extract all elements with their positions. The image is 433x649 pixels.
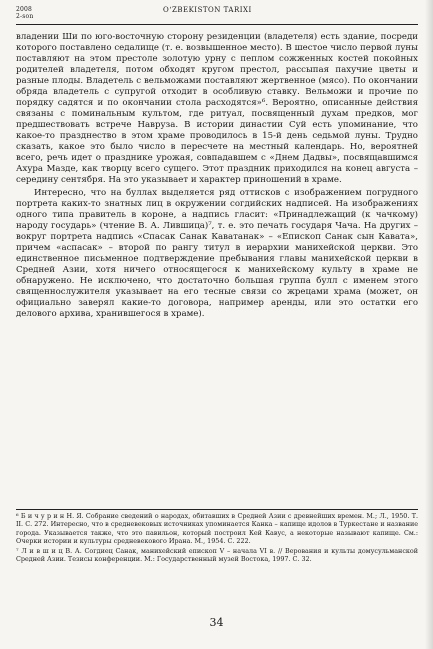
header-issue: 2-son xyxy=(16,13,34,20)
main-text xyxy=(16,32,418,320)
footnote-divider xyxy=(16,509,418,510)
footnotes xyxy=(16,512,418,564)
footnote-7: ⁷ Л и в ш и ц В. А. Согдиец Санак, манихейский епископ V – начала VI в. // Верования и культы домусульманской Средней Азии. Тезисы конференции. М.: Государственный музей Востока, 1997. С. 32. xyxy=(16,546,418,564)
footnote-6: ⁶ Б и ч у р и н Н. Я. Собрание сведений о народах, обитавших в Средней Азии с древнейших времен. М.; Л., 1950. Т. II. С. 272. Интересно, что в средневековых источниках упоминается Канка – капище идолов в Туркестане и название города. Указывается также, что это павильон, который построил Кей Кавус, а некоторые называют капище. См.: Очерки истории и культуры средневекового Ирана. М., 1954. С. 222. xyxy=(16,512,418,546)
running-header-journal: O‘ZBEKISTON TARIXI xyxy=(163,6,252,14)
scan-edge-shadow xyxy=(425,0,433,649)
header-year: 2008 xyxy=(16,6,33,13)
page-number: 34 xyxy=(209,616,224,629)
header-divider xyxy=(16,24,418,25)
paragraph-1: владении Ши по юго-восточную сторону резиденции (владетеля) есть здание, посреди которого поставлено седалище (т. е. возвышенное место). В шестое число первой луны поставляют на этом престоле золотую урну с пеплом сожженных костей покойных родителей владетеля, потом обходят кругом престол, рассыпая пахучие цветы и разные плоды. Владетель с вельможами поставляют жертвенное (мясо). По окончании обряда владетель с супругой отходит в особливую ставку. Вельможи и прочие по порядку садятся и по окончании стола расходятся»⁶. Вероятно, описанные действия связаны с поминальным культом, где ритуал, посвященный духам предков, мог предшествовать встрече Навруза. В истории династии Суй есть упоминание, что какое-то празднество в этом храме проводилось в 15-й день седьмой луны. Трудно сказать, какое это было число в пересчете на местный календарь. Но, вероятней всего, речь идет о празднике урожая, совпадавшем с «Днем Дадвы», посвящавшимся Ахура Мазде, как творцу всего сущего. Этот праздник приходился на конец августа – середину сентября. На это указывает и характер приношений в храме. xyxy=(16,32,418,185)
running-header-left xyxy=(16,6,33,20)
paragraph-2: Интересно, что на буллах выделяется ряд оттисков с изображением погрудного портрета каких-то знатных лиц в окружении согдийских надписей. На изображениях одного типа правитель в короне, а надпись гласит: «Принадлежащий (к чачкому) народу государь» (чтение В. А. Лившица)⁷, т. е. это печать государя Чача. На других – вокруг портрета надпись «Спасак Санак Каватанак» – «Епископ Санак сын Кавата», причем «аспасак» – второй по рангу титул в иерархии манихейской церкви. Это единственное письменное подтверждение пребывания главы манихейской церкви в Средней Азии, хотя ничего относящегося к манихейскому культу в храме не обнаружено. Не исключено, что достаточно большая группа булл с именем этого священнослужителя указывает на его тесные связи со жрецами храма (может, он официально заверял какие-то договора, например аренды, или это остатки его делового архива, хранившегося в храме). xyxy=(16,188,418,319)
